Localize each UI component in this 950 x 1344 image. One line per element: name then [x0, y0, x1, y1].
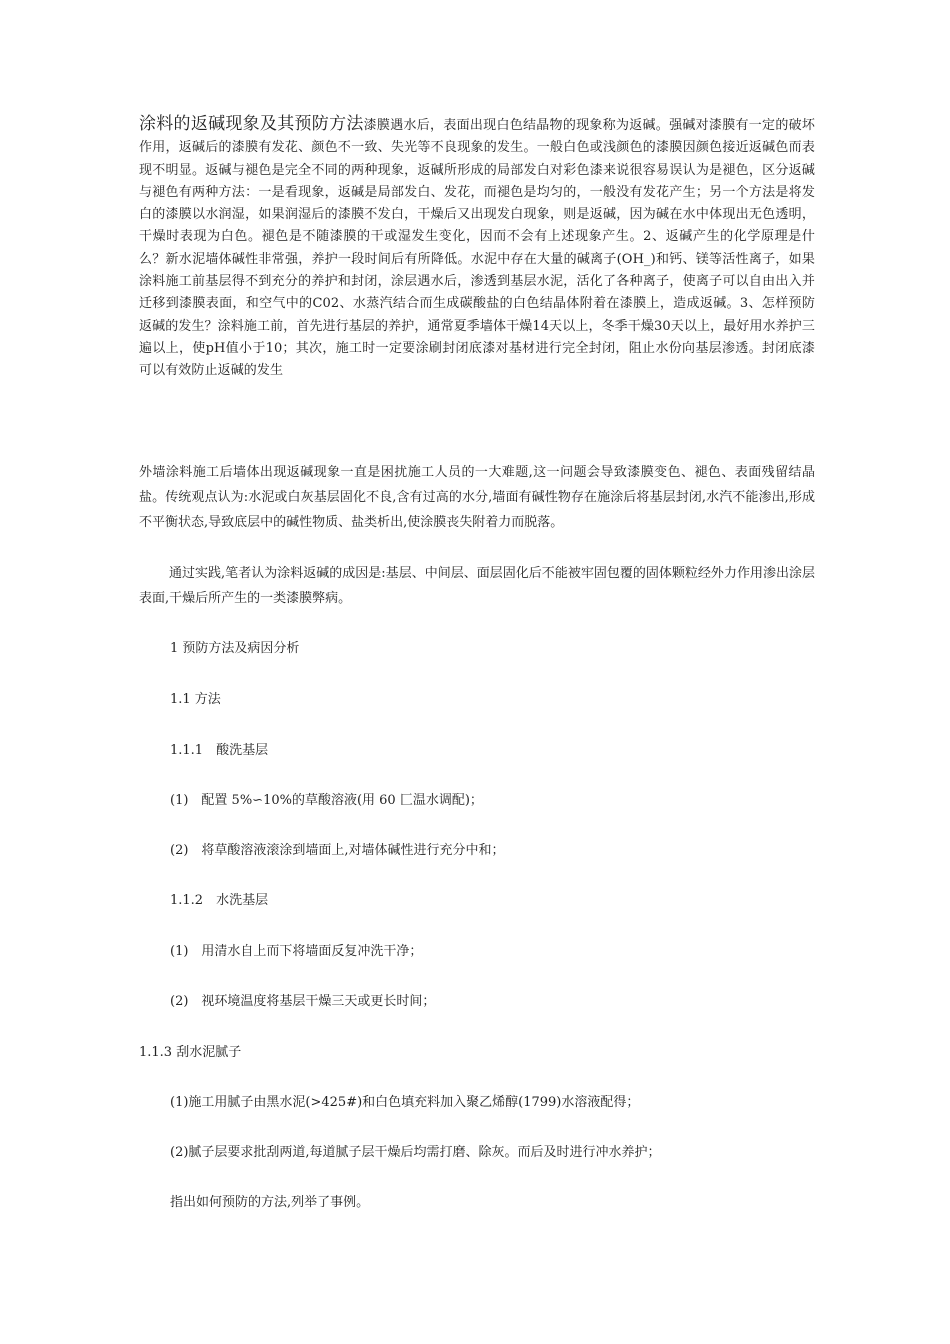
intro-text: 漆膜遇水后，表面出现白色结晶物的现象称为返碱。强碱对漆膜有一定的破坏作用，返碱后的漆膜有发花、颜色不一致、失光等不良现象的发生。一般白色或浅颜色的漆膜因颜色接近返碱色而表现不明显。返碱与褪色是完全不同的两种现象，返碱所形成的局部发白对彩色漆来说很容易误认为是褪色，区分返碱与褪色有两种方法：一是看现象，返碱是局部发白、发花，而褪色是均匀的，一般没有发花产生；另一个方法是将发白的漆膜以水润湿，如果润湿后的漆膜不发白，干燥后又出现发白现象，则是返碱，因为碱在水中体现出无色透明，干燥时表现为白色。褪色是不随漆膜的干或湿发生变化，因而不会有上述现象产生。2、返碱产生的化学原理是什么？新水泥墙体碱性非常强，养护一段时间后有所降低。水泥中存在大量的碱离子(OH_)和钙、镁等活性离子，如果涂料施工前基层得不到充分的养护和封闭，涂层遇水后，渗透到基层水泥，活化了各种离子，使离子可以自由出入并迁移到漆膜表面，和空气中的C02、水蒸汽结合而生成碳酸盐的白色结晶体附着在漆膜上，造成返碱。3、怎样预防返碱的发生？涂料施工前，首先进行基层的养护，通常夏季墙体干燥14天以上，冬季干燥30天以上，最好用水养护三遍以上，使pH值小于10；其次，施工时一定要涂刷封闭底漆对基材进行完全封闭，阻止水份向基层渗透。封闭底漆可以有效防止返碱的发生 — [139, 118, 815, 379]
document-title: 涂料的返碱现象及其预防方法 — [139, 114, 364, 134]
list-item: (2) 视环境温度将基层干燥三天或更长时间； — [170, 994, 436, 1009]
closing-line: 指出如何预防的方法,列举了事例。 — [170, 1195, 370, 1210]
list-item: (1)施工用腻子由黑水泥(>425#)和白色填充料加入聚乙烯醇(1799)水溶液配得； — [170, 1095, 640, 1110]
list-item: (2)腻子层要求批刮两道,每道腻子层干燥后均需打磨、除灰。而后及时进行冲水养护； — [170, 1145, 661, 1160]
paragraph-causes: 通过实践,笔者认为涂料返碱的成因是:基层、中间层、面层固化后不能被牢固包覆的固体颗粒经外力作用渗出涂层表面,干燥后所产生的一类漆膜弊病。 — [139, 566, 815, 606]
intro-paragraph — [139, 113, 815, 383]
section-heading-1-1-2: 1.1.2 水洗基层 — [170, 893, 269, 908]
section-heading-1-1: 1.1 方法 — [170, 692, 221, 707]
paragraph-background: 外墙涂料施工后墙体出现返碱现象一直是困扰施工人员的一大难题,这一问题会导致漆膜变色、褪色、表面残留结晶盐。传统观点认为:水泥或白灰基层固化不良,含有过高的水分,墙面有碱性物存在施涂后将基层封闭,水汽不能渗出,形成不平衡状态,导致底层中的碱性物质、盐类析出,使涂膜丧失附着力而脱落。 — [139, 465, 815, 530]
section-heading-1: 1 预防方法及病因分析 — [170, 641, 300, 656]
section-heading-1-1-1: 1.1.1 酸洗基层 — [170, 743, 269, 758]
list-item: (1) 配置 5%∽10%的草酸溶液(用 60 匚温水调配)； — [170, 793, 483, 808]
list-item: (2) 将草酸溶液滚涂到墙面上,对墙体碱性进行充分中和； — [170, 843, 505, 858]
list-item: (1) 用清水自上而下将墙面反复冲洗干净； — [170, 944, 423, 959]
section-heading-1-1-3: 1.1.3 刮水泥腻子 — [139, 1045, 242, 1060]
